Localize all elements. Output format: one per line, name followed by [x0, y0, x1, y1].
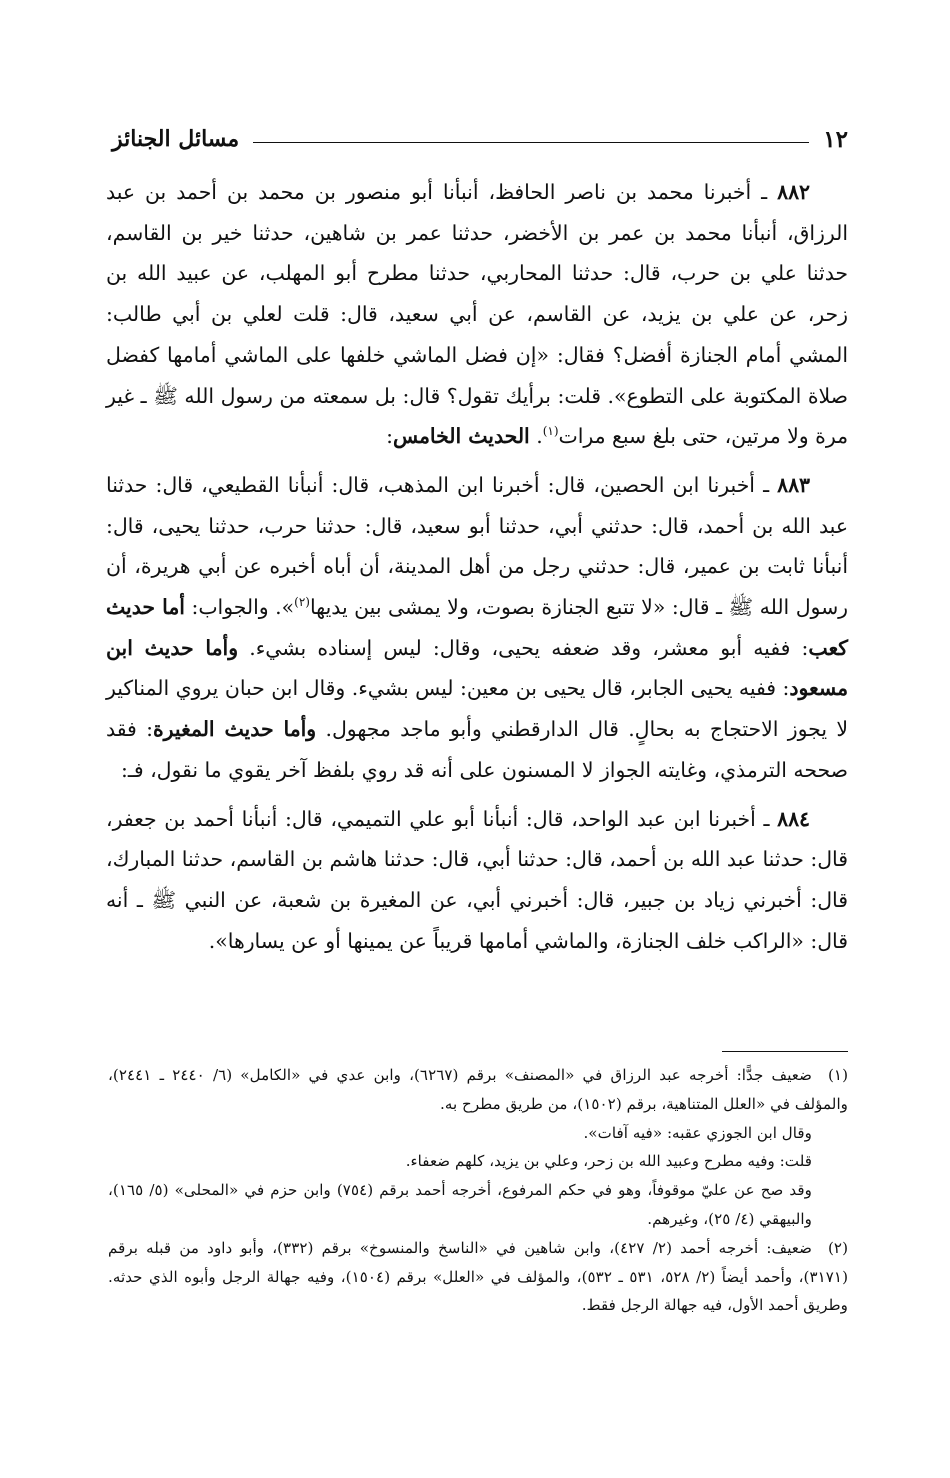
running-title: مسائل الجنائز: [112, 126, 240, 152]
main-text: [106, 172, 848, 969]
bold-term-ibn-masud: وأما حديث ابن مسعود: [106, 635, 848, 701]
footnote-1: [108, 1061, 848, 1234]
hadith-883: [106, 465, 848, 791]
hadith-number: ٨٨٤: [777, 806, 810, 831]
footnote-line: قلت: وفيه مطرح وعبيد الله بن زحر، وعلي بن يزيد، كلهم ضعفاء.: [405, 1152, 812, 1171]
hadith-number: ٨٨٢: [777, 180, 810, 204]
hadith-text: ـ أخبرنا ابن عبد الواحد، قال: أنبأنا أبو علي التميمي، قال: أنبأنا أحمد بن جعفر، قال: حدثنا عبد الله بن أحمد، قال: حدثنا أبي، قال: حدثنا هاشم بن القاسم، حدثنا المبارك، قال: أخبرني زياد بن جبير، قال: أخبرني أبي، عن المغيرة بن شعبة، عن النبي ﷺ ـ أنه قال: «الراكب خلف الجنازة، والماشي أمامها قريباً عن يمينها أو عن يسارها».: [106, 806, 848, 953]
hadith-text: ـ أخبرنا ابن الحصين، قال: أخبرنا ابن المذهب، قال: أنبأنا القطيعي، قال: حدثنا عبد الله بن أحمد، قال: حدثني أبي، حدثنا أبو سعيد، قال: حدثنا حرب، حدثنا يحيى، قال: أنبأنا ثابت بن عمير، قال: حدثني رجل من أهل المدينة، أن أباه أخبره عن أبي هريرة، أن رسول الله ﷺ ـ قال: «لا تتبع الجنازة بصوت، ولا يمشى بين يديها: [106, 472, 848, 620]
footnote-text: ضعيف: أخرجه أحمد (٢/ ٤٢٧)، وابن شاهين في «الناسخ والمنسوخ» برقم (٣٣٢)، وأبو داود من قبله برقم (٣١٧١)، وأحمد أيضاً (٢/ ٥٢٨، ٥٣١ ـ ٥٣٢)، والمؤلف في «العلل» برقم (١٥٠٤)، وفيه جهالة الرجل وأبوه الذي حدثه. وطريق أحمد الأول، فيه جهالة الرجل فقط.: [108, 1238, 849, 1315]
hadith-882: [106, 172, 848, 457]
hadith-text-tail: .: [529, 424, 543, 449]
bold-term-mughira: وأما حديث المغيرة: [152, 717, 317, 742]
footnote-ref[interactable]: (١): [542, 424, 559, 439]
punctuation: ».: [275, 595, 295, 620]
answer-text: : ففيه يحيى الجابر، قال يحيى بن معين: ليس بشيء. وقال ابن حبان يروي المناكير لا يجوز الاحتجاج به بحالٍ. قال الدارقطني وأبو ماجد مجهول.: [106, 676, 848, 742]
answer-text: : ففيه أبو معشر، وقد ضعفه يحيى، وقال: ليس إسناده بشيء.: [238, 635, 809, 660]
footnote-number: (١): [827, 1066, 848, 1084]
page-header: [112, 122, 848, 156]
footnote-text: ضعيف جدًّا: أخرجه عبد الرزاق في «المصنف» برقم (٦٢٦٧)، وابن عدي في «الكامل» (٦/ ٢٤٤٠ ـ ٢٤٤١)، والمؤلف في «العلل المتناهية، برقم (١٥٠٢)، من طريق مطرح به.: [108, 1066, 848, 1113]
footnote-number: (٢): [827, 1238, 849, 1257]
footnote-line: وقد صح عن عليّ موقوفاً، وهو في حكم المرفوع، أخرجه أحمد برقم (٧٥٤) وابن حزم في «المحلى» (٥/ ١٦٥)، والبيهقي (٤/ ٢٥)، وغيرهم.: [108, 1181, 812, 1228]
footnotes: [108, 1061, 848, 1320]
bold-term-kaab: أما حديث كعب: [106, 595, 848, 660]
footnote-line: [108, 1061, 848, 1119]
hadith-884: [106, 799, 848, 962]
footnote-2: [108, 1234, 848, 1320]
footnote-ref[interactable]: (٢): [294, 595, 310, 610]
hadith-number: ٨٨٣: [777, 472, 810, 497]
punctuation: :: [386, 424, 393, 449]
footnote-separator: [722, 1051, 848, 1052]
hadith-text: ـ أخبرنا محمد بن ناصر الحافظ، أنبأنا أبو منصور بن محمد بن أحمد بن عبد الرزاق، أنبأنا محمد بن عمر بن الأخضر، حدثنا عمر بن شاهين، حدثنا خير بن القاسم، حدثنا علي بن حرب، قال: حدثنا المحاربي، حدثنا مطرح أبو المهلب، عن عبيد الله بن زحر، عن علي بن يزيد، عن القاسم، عن أبي سعيد، قال: قلت لعلي بن أبي طالب: المشي أمام الجنازة أفضل؟ فقال: «إن فضل الماشي خلفها على الماشي أمامها كفضل صلاة المكتوبة على التطوع». قلت: برأيك تقول؟ قال: بل سمعته من رسول الله ﷺ ـ غير مرة ولا مرتين، حتى بلغ سبع مرات: [106, 180, 848, 449]
footnote-line: وقال ابن الجوزي عقبه: «فيه آفات».: [583, 1123, 812, 1142]
footnote-line: [108, 1234, 848, 1320]
section-heading: الحديث الخامس: [393, 424, 530, 449]
answer-text: : فقد صححه الترمذي، وغايته الجواز لا المسنون على أنه قد روي بلفظ آخر يقوي ما نقول، فـ:: [106, 717, 848, 782]
page-number: ١٢: [823, 125, 848, 153]
answer-intro: والجواب:: [184, 595, 276, 620]
header-rule: [253, 142, 809, 143]
